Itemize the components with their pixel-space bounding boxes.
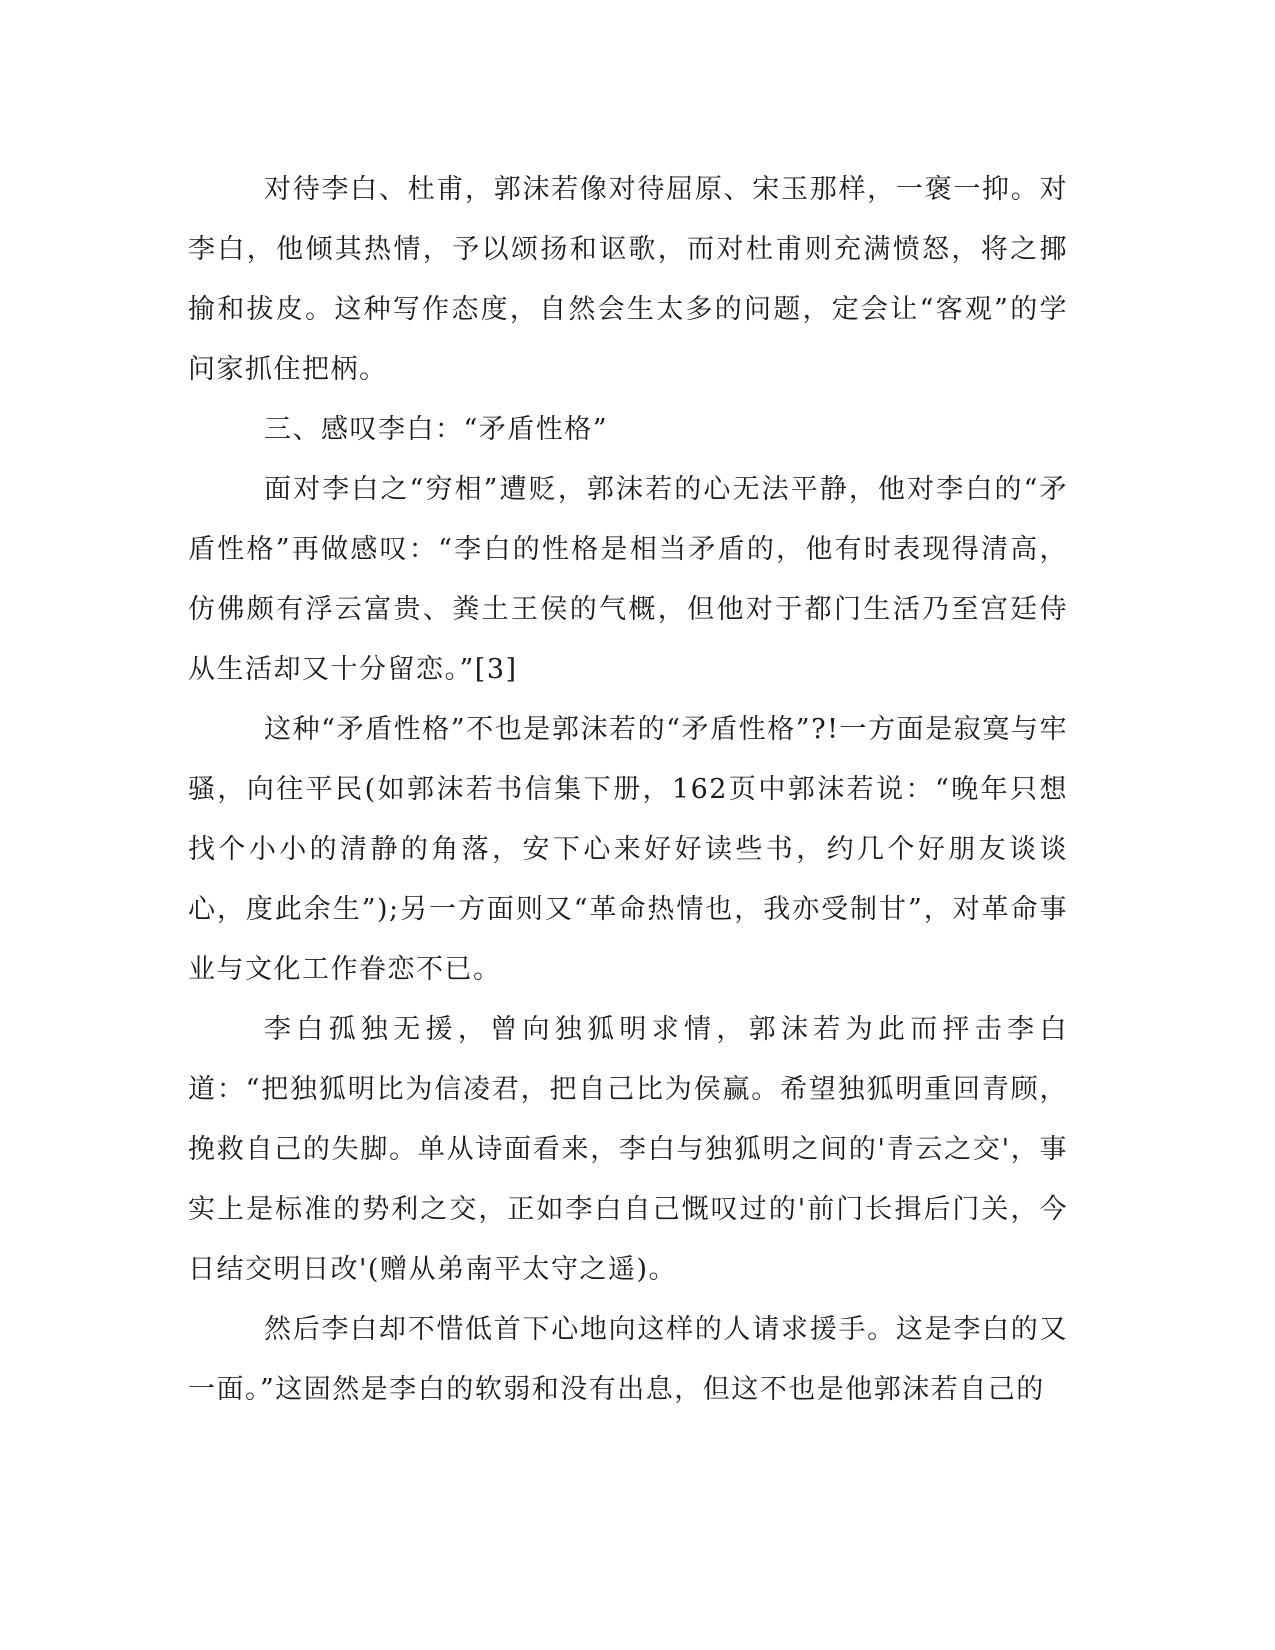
paragraph-1: 对待李白、杜甫，郭沫若像对待屈原、宋玉那样，一褒一抑。对李白，他倾其热情，予以颂扬和讴歌，而对杜甫则充满愤怒，将之揶揄和拔皮。这种写作态度，自然会生太多的问题，定会让“客观”的学问家抓住把柄。 [188, 174, 1068, 385]
paragraph-5: 然后李白却不惜低首下心地向这样的人请求援手。这是李白的又一面。”这固然是李白的软弱和没有出息，但这不也是他郭沫若自己的 [188, 1314, 1068, 1405]
document-body [188, 160, 1068, 1420]
paragraph-2: 面对李白之“穷相”遭贬，郭沫若的心无法平静，他对李白的“矛盾性格”再做感叹：“李白的性格是相当矛盾的，他有时表现得清高，仿佛颇有浮云富贵、粪土王侯的气概，但他对于都门生活乃至宫廷侍从生活却又十分留恋。”[3] [188, 474, 1068, 685]
paragraph-3: 这种“矛盾性格”不也是郭沫若的“矛盾性格”?!一方面是寂寞与牢骚，向往平民(如郭沫若书信集下册，162页中郭沫若说：“晚年只想找个小小的清静的角落，安下心来好好读些书，约几个好朋友谈谈心，度此余生”);另一方面则又“革命热情也，我亦受制甘”，对革命事业与文化工作眷恋不已。 [188, 714, 1068, 985]
section-heading: 三、感叹李白：“矛盾性格” [264, 414, 609, 445]
paragraph-4: 李白孤独无援，曾向独狐明求情，郭沫若为此而抨击李白道：“把独狐明比为信凌君，把自己比为侯赢。希望独狐明重回青顾，挽救自己的失脚。单从诗面看来，李白与独狐明之间的'青云之交'，事实上是标准的势利之交，正如李白自己慨叹过的'前门长揖后门关，今日结交明日改'(赠从弟南平太守之遥)。 [188, 1014, 1068, 1285]
